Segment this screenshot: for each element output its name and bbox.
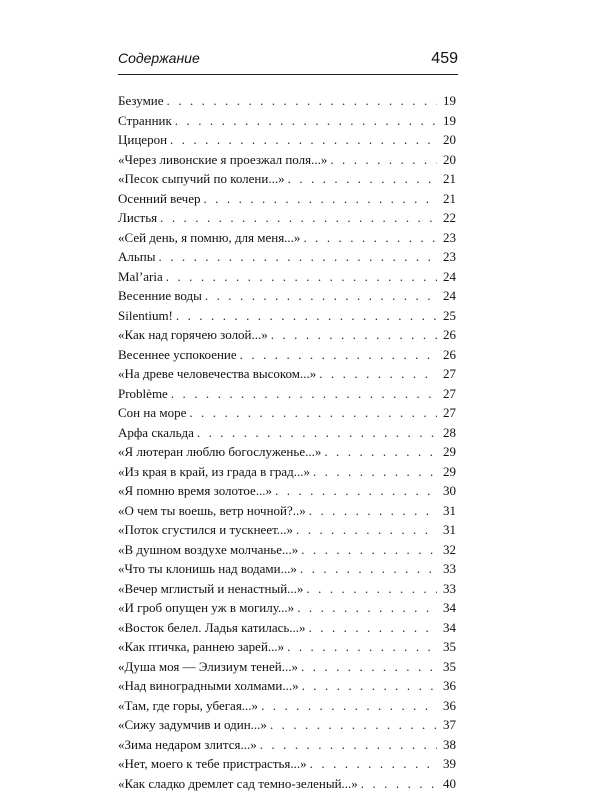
- table-of-contents: [118, 91, 456, 793]
- toc-entry-title: Mal’aria: [118, 267, 163, 287]
- toc-entry-page: 38: [440, 735, 456, 755]
- toc-leader-dots: [288, 169, 437, 189]
- toc-entry-page: 36: [440, 696, 456, 716]
- toc-entry: [118, 481, 456, 501]
- toc-entry-page: 33: [440, 579, 456, 599]
- toc-entry-title: «Душа моя — Элизиум теней...»: [118, 657, 298, 677]
- toc-entry: [118, 403, 456, 423]
- toc-entry-title: «В душном воздухе молчанье...»: [118, 540, 298, 560]
- toc-entry-page: 23: [440, 247, 456, 267]
- toc-leader-dots: [301, 657, 437, 677]
- toc-entry-title: «Как птичка, раннею зарей...»: [118, 637, 284, 657]
- toc-entry-title: Problème: [118, 384, 168, 404]
- toc-entry: [118, 637, 456, 657]
- toc-entry-title: «Я помню время золотое...»: [118, 481, 272, 501]
- toc-entry-title: Листья: [118, 208, 157, 228]
- toc-entry-title: «Через ливонские я проезжал поля...»: [118, 150, 327, 170]
- toc-entry-title: «Как сладко дремлет сад темно-зеленый...»: [118, 774, 358, 793]
- toc-entry-page: 26: [440, 345, 456, 365]
- toc-entry-title: Альпы: [118, 247, 156, 267]
- toc-entry-title: «Я лютеран люблю богослуженье...»: [118, 442, 321, 462]
- toc-leader-dots: [203, 189, 437, 209]
- toc-entry-title: «Нет, моего к тебе пристрастья...»: [118, 754, 307, 774]
- toc-entry-page: 32: [440, 540, 456, 560]
- toc-entry-page: 40: [440, 774, 456, 793]
- toc-leader-dots: [260, 735, 437, 755]
- toc-entry-page: 34: [440, 618, 456, 638]
- toc-leader-dots: [302, 676, 437, 696]
- toc-entry-page: 27: [440, 364, 456, 384]
- toc-entry-page: 19: [440, 111, 456, 131]
- toc-entry: [118, 598, 456, 618]
- toc-leader-dots: [297, 598, 437, 618]
- toc-leader-dots: [309, 501, 437, 521]
- toc-entry: [118, 306, 456, 326]
- toc-entry: [118, 442, 456, 462]
- toc-leader-dots: [159, 247, 438, 267]
- toc-leader-dots: [171, 384, 437, 404]
- toc-entry: [118, 286, 456, 306]
- toc-entry-title: «Зима недаром злится...»: [118, 735, 257, 755]
- toc-entry: [118, 715, 456, 735]
- toc-entry: [118, 364, 456, 384]
- toc-entry-title: «Восток белел. Ладья катилась...»: [118, 618, 306, 638]
- toc-entry-title: «Сижу задумчив и один...»: [118, 715, 267, 735]
- toc-entry-page: 20: [440, 130, 456, 150]
- toc-entry: [118, 696, 456, 716]
- toc-entry-page: 27: [440, 403, 456, 423]
- toc-leader-dots: [261, 696, 437, 716]
- toc-leader-dots: [309, 618, 437, 638]
- running-header: [118, 50, 458, 71]
- toc-leader-dots: [167, 91, 437, 111]
- toc-leader-dots: [275, 481, 437, 501]
- toc-entry-page: 21: [440, 169, 456, 189]
- toc-entry-page: 33: [440, 559, 456, 579]
- toc-entry: [118, 111, 456, 131]
- toc-entry-title: «Как над горячею золой...»: [118, 325, 268, 345]
- toc-entry-page: 39: [440, 754, 456, 774]
- toc-leader-dots: [271, 325, 437, 345]
- toc-entry: [118, 91, 456, 111]
- toc-leader-dots: [296, 520, 437, 540]
- toc-entry: [118, 130, 456, 150]
- toc-entry-page: 20: [440, 150, 456, 170]
- toc-leader-dots: [300, 559, 437, 579]
- toc-entry-title: «Песок сыпучий по колени...»: [118, 169, 285, 189]
- toc-leader-dots: [205, 286, 437, 306]
- toc-leader-dots: [306, 579, 437, 599]
- toc-entry-page: 36: [440, 676, 456, 696]
- toc-entry-title: Цицерон: [118, 130, 167, 150]
- toc-entry: [118, 423, 456, 443]
- toc-leader-dots: [240, 345, 437, 365]
- toc-leader-dots: [176, 306, 437, 326]
- toc-entry-page: 35: [440, 637, 456, 657]
- toc-entry-title: Silentium!: [118, 306, 173, 326]
- toc-leader-dots: [303, 228, 437, 248]
- toc-entry-title: «Из края в край, из града в град...»: [118, 462, 310, 482]
- toc-entry-page: 26: [440, 325, 456, 345]
- toc-entry: [118, 618, 456, 638]
- toc-entry-page: 31: [440, 520, 456, 540]
- toc-entry-title: «И гроб опущен уж в могилу...»: [118, 598, 294, 618]
- toc-entry-title: Странник: [118, 111, 172, 131]
- toc-entry: [118, 384, 456, 404]
- toc-entry-title: «Сей день, я помню, для меня...»: [118, 228, 300, 248]
- toc-entry-title: «Что ты клонишь над водами...»: [118, 559, 297, 579]
- header-rule: [118, 74, 458, 75]
- toc-entry-page: 29: [440, 462, 456, 482]
- toc-entry: [118, 247, 456, 267]
- toc-entry-page: 23: [440, 228, 456, 248]
- toc-entry: [118, 150, 456, 170]
- toc-leader-dots: [319, 364, 437, 384]
- toc-leader-dots: [324, 442, 437, 462]
- toc-entry: [118, 345, 456, 365]
- toc-entry-page: 35: [440, 657, 456, 677]
- toc-entry-page: 21: [440, 189, 456, 209]
- toc-entry: [118, 657, 456, 677]
- toc-entry-page: 22: [440, 208, 456, 228]
- toc-entry-page: 37: [440, 715, 456, 735]
- toc-entry: [118, 559, 456, 579]
- toc-entry-title: «Там, где горы, убегая...»: [118, 696, 258, 716]
- toc-leader-dots: [330, 150, 437, 170]
- toc-leader-dots: [313, 462, 437, 482]
- toc-entry: [118, 228, 456, 248]
- toc-entry-page: 27: [440, 384, 456, 404]
- toc-leader-dots: [160, 208, 437, 228]
- toc-entry-page: 25: [440, 306, 456, 326]
- toc-entry-title: Весенние воды: [118, 286, 202, 306]
- toc-entry: [118, 774, 456, 793]
- toc-entry-page: 31: [440, 501, 456, 521]
- toc-entry: [118, 462, 456, 482]
- toc-leader-dots: [287, 637, 437, 657]
- toc-entry-page: 34: [440, 598, 456, 618]
- toc-entry: [118, 754, 456, 774]
- toc-leader-dots: [310, 754, 437, 774]
- toc-entry-title: «На древе человечества высоком...»: [118, 364, 316, 384]
- toc-entry-title: «О чем ты воешь, ветр ночной?..»: [118, 501, 306, 521]
- toc-entry: [118, 579, 456, 599]
- toc-leader-dots: [361, 774, 437, 793]
- toc-entry-page: 29: [440, 442, 456, 462]
- toc-entry-page: 19: [440, 91, 456, 111]
- toc-leader-dots: [166, 267, 437, 287]
- toc-entry: [118, 325, 456, 345]
- toc-entry: [118, 169, 456, 189]
- toc-entry: [118, 676, 456, 696]
- page-number: 459: [431, 50, 458, 68]
- toc-leader-dots: [197, 423, 437, 443]
- toc-leader-dots: [175, 111, 437, 131]
- toc-entry-title: «Поток сгустился и тускнеет...»: [118, 520, 293, 540]
- toc-entry-title: Арфа скальда: [118, 423, 194, 443]
- toc-entry-title: Безумие: [118, 91, 164, 111]
- toc-leader-dots: [301, 540, 437, 560]
- section-title: Содержание: [118, 50, 200, 66]
- toc-entry: [118, 501, 456, 521]
- toc-entry-title: Осенний вечер: [118, 189, 200, 209]
- toc-entry-page: 24: [440, 267, 456, 287]
- toc-entry-title: Сон на море: [118, 403, 186, 423]
- toc-leader-dots: [170, 130, 437, 150]
- toc-leader-dots: [189, 403, 437, 423]
- toc-entry-title: Весеннее успокоение: [118, 345, 237, 365]
- toc-entry-page: 24: [440, 286, 456, 306]
- toc-entry-page: 28: [440, 423, 456, 443]
- toc-entry: [118, 540, 456, 560]
- toc-entry: [118, 267, 456, 287]
- toc-entry: [118, 208, 456, 228]
- toc-entry: [118, 189, 456, 209]
- toc-entry: [118, 735, 456, 755]
- toc-entry-title: «Над виноградными холмами...»: [118, 676, 299, 696]
- toc-entry-page: 30: [440, 481, 456, 501]
- toc-entry-title: «Вечер мглистый и ненастный...»: [118, 579, 303, 599]
- toc-entry: [118, 520, 456, 540]
- toc-leader-dots: [270, 715, 437, 735]
